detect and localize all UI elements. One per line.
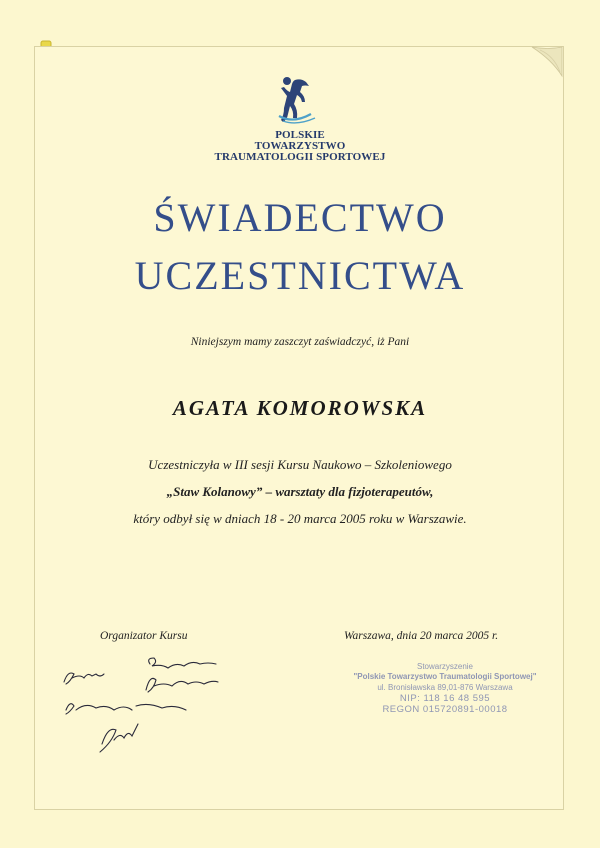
organization-name-line2: TOWARZYSTWO <box>254 140 346 152</box>
course-title: „Staw Kolanowy” – warsztaty dla fizjoterapeutów, <box>166 484 434 499</box>
stamp-nip: NIP: 118 16 48 595 <box>399 693 491 704</box>
certificate-title-line2: UCZESTNICTWA <box>134 253 466 298</box>
course-description-line1: Uczestniczyła w III sesji Kursu Naukowo – Szkoleniowego <box>148 457 452 472</box>
intro-text: Niniejszym mamy zaszczyt zaświadczyć, iż Pani <box>190 336 410 348</box>
course-dates-line: który odbył się w dniach 18 - 20 marca 2005 roku w Warszawie. <box>133 511 467 526</box>
stamp-line3: ul. Bronisławska 89,01-876 Warszawa <box>377 683 513 692</box>
page-curl-icon <box>530 46 564 80</box>
recipient-name: AGATA KOMOROWSKA <box>172 396 428 420</box>
organization-name-line3: TRAUMATOLOGII SPORTOWEJ <box>214 151 386 163</box>
discus-thrower-logo <box>275 74 321 126</box>
stamp-line1: Stowarzyszenie <box>416 662 474 671</box>
place-and-date: Warszawa, dnia 20 marca 2005 r. <box>344 630 499 642</box>
certificate-title-line1: ŚWIADECTWO <box>153 195 447 240</box>
organization-stamp <box>340 662 550 715</box>
stamp-line2: "Polskie Towarzystwo Traumatologii Sportowej" <box>353 672 537 681</box>
organizer-label: Organizator Kursu <box>100 630 188 642</box>
stamp-regon: REGON 015720891-00018 <box>382 704 508 715</box>
organization-name-line1: POLSKIE <box>275 129 325 141</box>
handwritten-signatures <box>58 652 228 762</box>
